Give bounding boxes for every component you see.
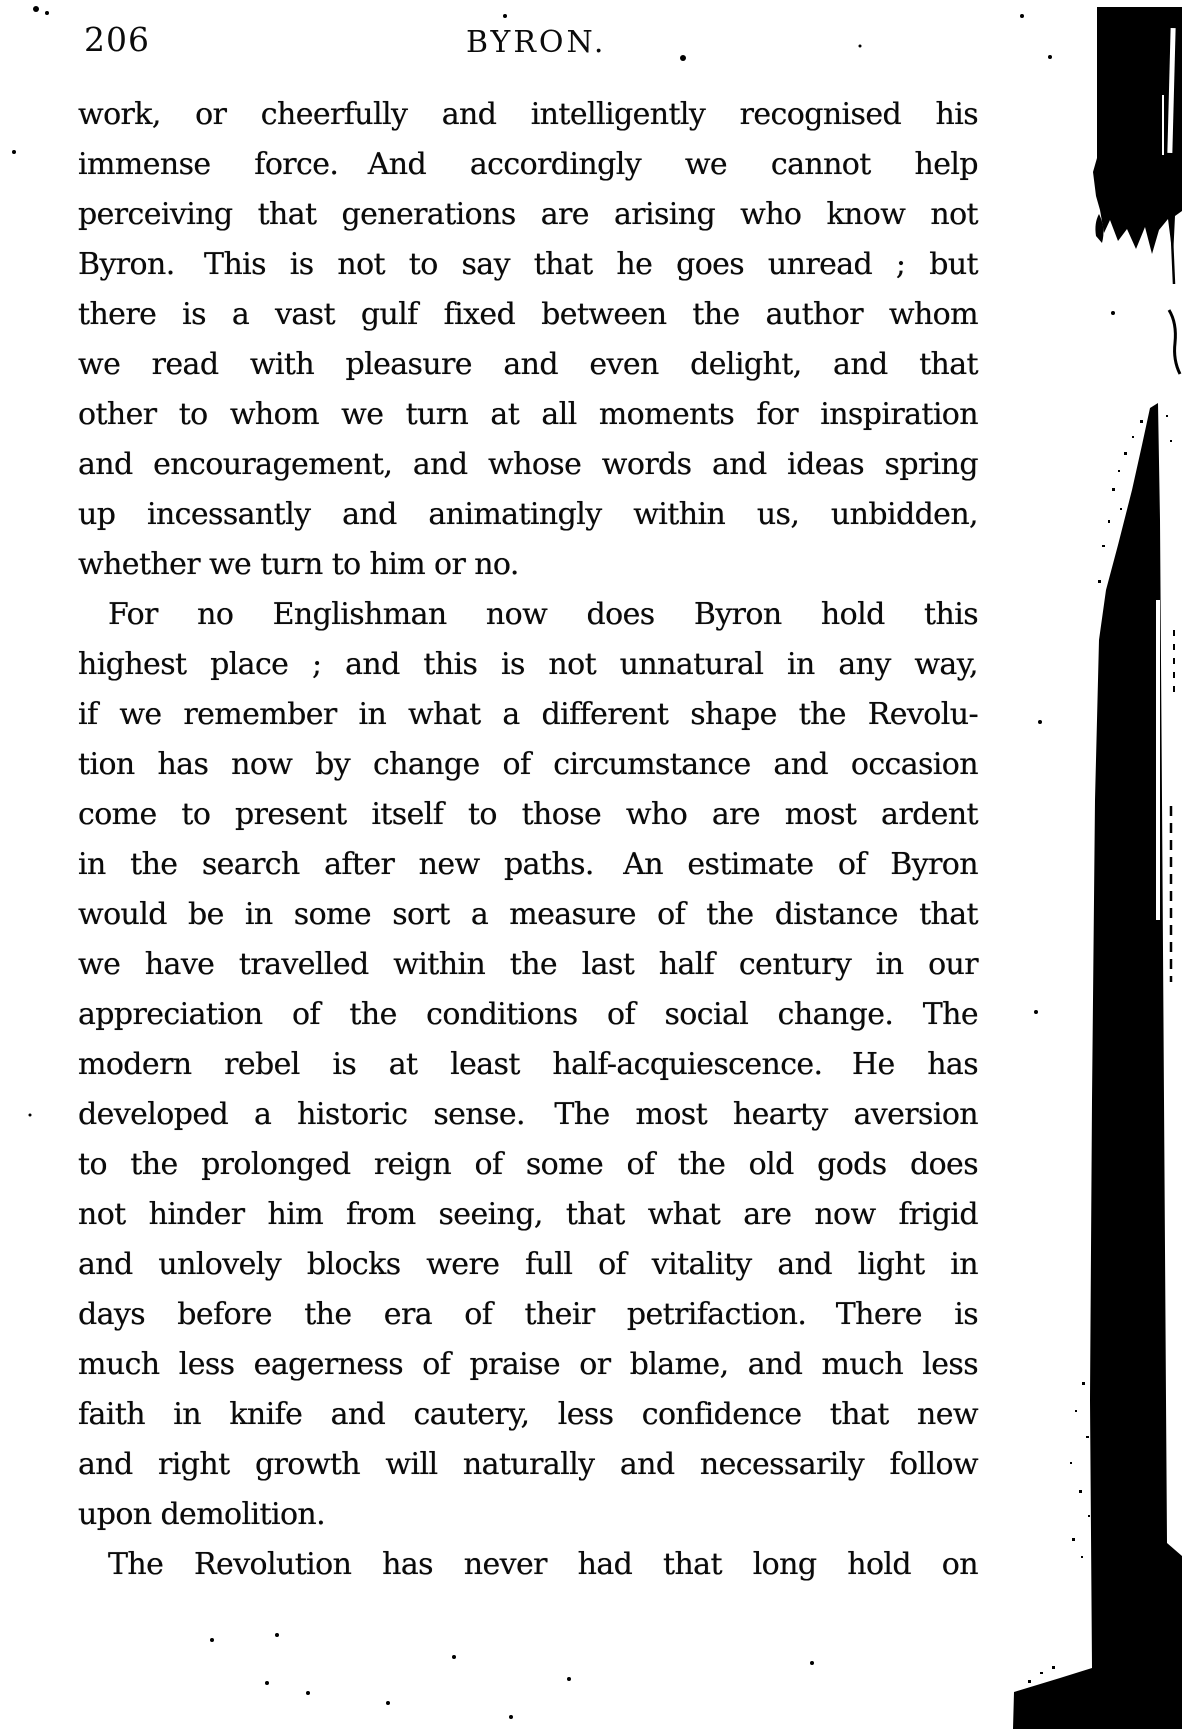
text-line: days before the era of their petrifaction. There is	[78, 1297, 978, 1332]
ink-blot-top	[1093, 7, 1182, 258]
text-line: tion has now by change of circumstance and occasion	[78, 747, 978, 782]
text-line: if we remember in what a different shape the Revolu-	[78, 697, 978, 732]
text-line: perceiving that generations are arising who know not	[78, 197, 978, 232]
text-line: there is a vast gulf fixed between the author whom	[78, 297, 978, 332]
text-line: modern rebel is at least half-acquiescence. He has	[78, 1047, 978, 1082]
band-speckle-lower	[1028, 1382, 1090, 1683]
text-line: For no Englishman now does Byron hold this	[108, 597, 978, 632]
body-text-block	[78, 90, 978, 1590]
text-line: we read with pleasure and even delight, and that	[78, 347, 978, 382]
band-white-streaks	[1156, 28, 1176, 920]
text-line: we have travelled within the last half century in our	[78, 947, 978, 982]
text-line: and unlovely blocks were full of vitality and light in	[78, 1247, 978, 1282]
text-line: other to whom we turn at all moments for inspiration	[78, 397, 978, 432]
ink-blot-band	[1013, 403, 1182, 1729]
ink-line-fragment	[1171, 215, 1174, 284]
text-line: appreciation of the conditions of social change. The	[78, 997, 978, 1032]
text-line: work, or cheerfully and intelligently recognised his	[78, 97, 978, 132]
text-line: to the prolonged reign of some of the old gods does	[78, 1147, 978, 1182]
text-line: come to present itself to those who are most ardent	[78, 797, 978, 832]
text-line: developed a historic sense. The most hearty aversion	[78, 1097, 978, 1132]
running-header-title: BYRON.	[466, 25, 607, 60]
text-line: would be in some sort a measure of the distance that	[78, 897, 978, 932]
text-line: The Revolution has never had that long hold on	[108, 1547, 978, 1582]
text-line: and encouragement, and whose words and ideas spring	[78, 447, 978, 482]
text-line: immense force. And accordingly we cannot help	[78, 147, 978, 182]
band-speckle-upper	[1098, 415, 1172, 583]
page-number: 206	[84, 20, 150, 59]
text-line: Byron. This is not to say that he goes unread ; but	[78, 247, 978, 282]
text-line: in the search after new paths. An estimate of Byron	[78, 847, 978, 882]
text-line: and right growth will naturally and necessarily follow	[78, 1447, 978, 1482]
text-line: upon demolition.	[78, 1497, 326, 1532]
text-line: highest place ; and this is not unnatural in any way,	[78, 647, 978, 682]
ink-drip	[1095, 214, 1103, 243]
text-line: much less eagerness of praise or blame, and much less	[78, 1347, 978, 1382]
text-line: up incessantly and animatingly within us, unbidden,	[78, 497, 978, 532]
text-line: not hinder him from seeing, that what are now frigid	[78, 1197, 978, 1232]
text-line: whether we turn to him or no.	[78, 547, 519, 582]
text-line: faith in knife and cautery, less confidence that new	[78, 1397, 978, 1432]
ink-hook-curve	[1169, 310, 1180, 374]
